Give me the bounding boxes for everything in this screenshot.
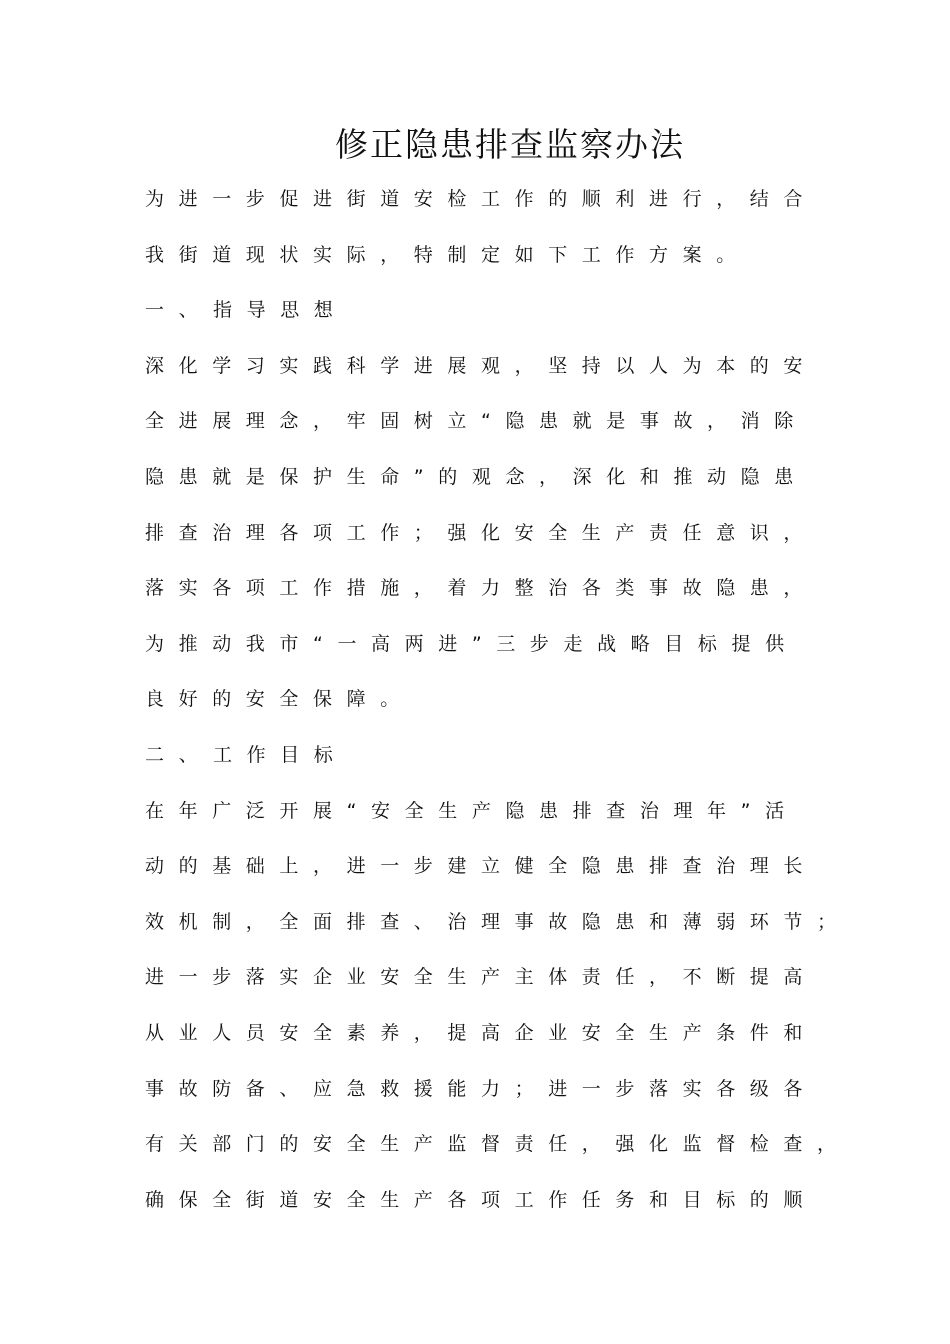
paragraph-line: 落实各项工作措施，着力整治各类事故隐患， [145, 577, 818, 600]
section-number: 二、 [145, 743, 213, 766]
section-heading-2 [145, 728, 845, 784]
paragraph-line: 进一步落实企业安全生产主体责任，不断提高 [145, 966, 818, 989]
section-heading-1 [145, 283, 845, 339]
paragraph-line: 我街道现状实际，特制定如下工作方案。 [145, 243, 750, 266]
paragraph-line: 隐患就是保护生命”的观念，深化和推动隐患 [145, 465, 808, 488]
paragraph-line: 事故防备、应急救援能力；进一步落实各级各 [145, 1077, 818, 1100]
document-title: 修正隐患排查监察办法 [335, 125, 685, 164]
section-number: 一、 [145, 299, 213, 322]
paragraph-line: 动的基础上，进一步建立健全隐患排查治理长 [145, 855, 818, 878]
paragraph-line: 深化学习实践科学进展观，坚持以人为本的安 [145, 354, 818, 377]
paragraph-line: 良好的安全保障。 [145, 688, 414, 711]
paragraph-line: 效机制，全面排查、治理事故隐患和薄弱环节； [145, 910, 851, 933]
paragraph-line: 全进展理念，牢固树立“隐患就是事故，消除 [145, 410, 808, 433]
paragraph-line: 确保全街道安全生产各项工作任务和目标的顺 [145, 1188, 818, 1211]
paragraph-line: 在年广泛开展“安全生产隐患排查治理年”活 [145, 799, 799, 822]
section-heading-text: 工作目标 [213, 743, 348, 766]
section-heading-text: 指导思想 [213, 299, 348, 322]
paragraph-line: 有关部门的安全生产监督责任，强化监督检查， [145, 1133, 851, 1156]
paragraph-line: 为推动我市“一高两进”三步走战略目标提供 [145, 632, 799, 655]
paragraph-line: 排查治理各项工作；强化安全生产责任意识， [145, 521, 818, 544]
document-body [145, 172, 851, 1228]
paragraph-line: 为进一步促进街道安检工作的顺利进行，结合 [145, 188, 818, 210]
paragraph-line: 从业人员安全素养，提高企业安全生产条件和 [145, 1021, 818, 1044]
